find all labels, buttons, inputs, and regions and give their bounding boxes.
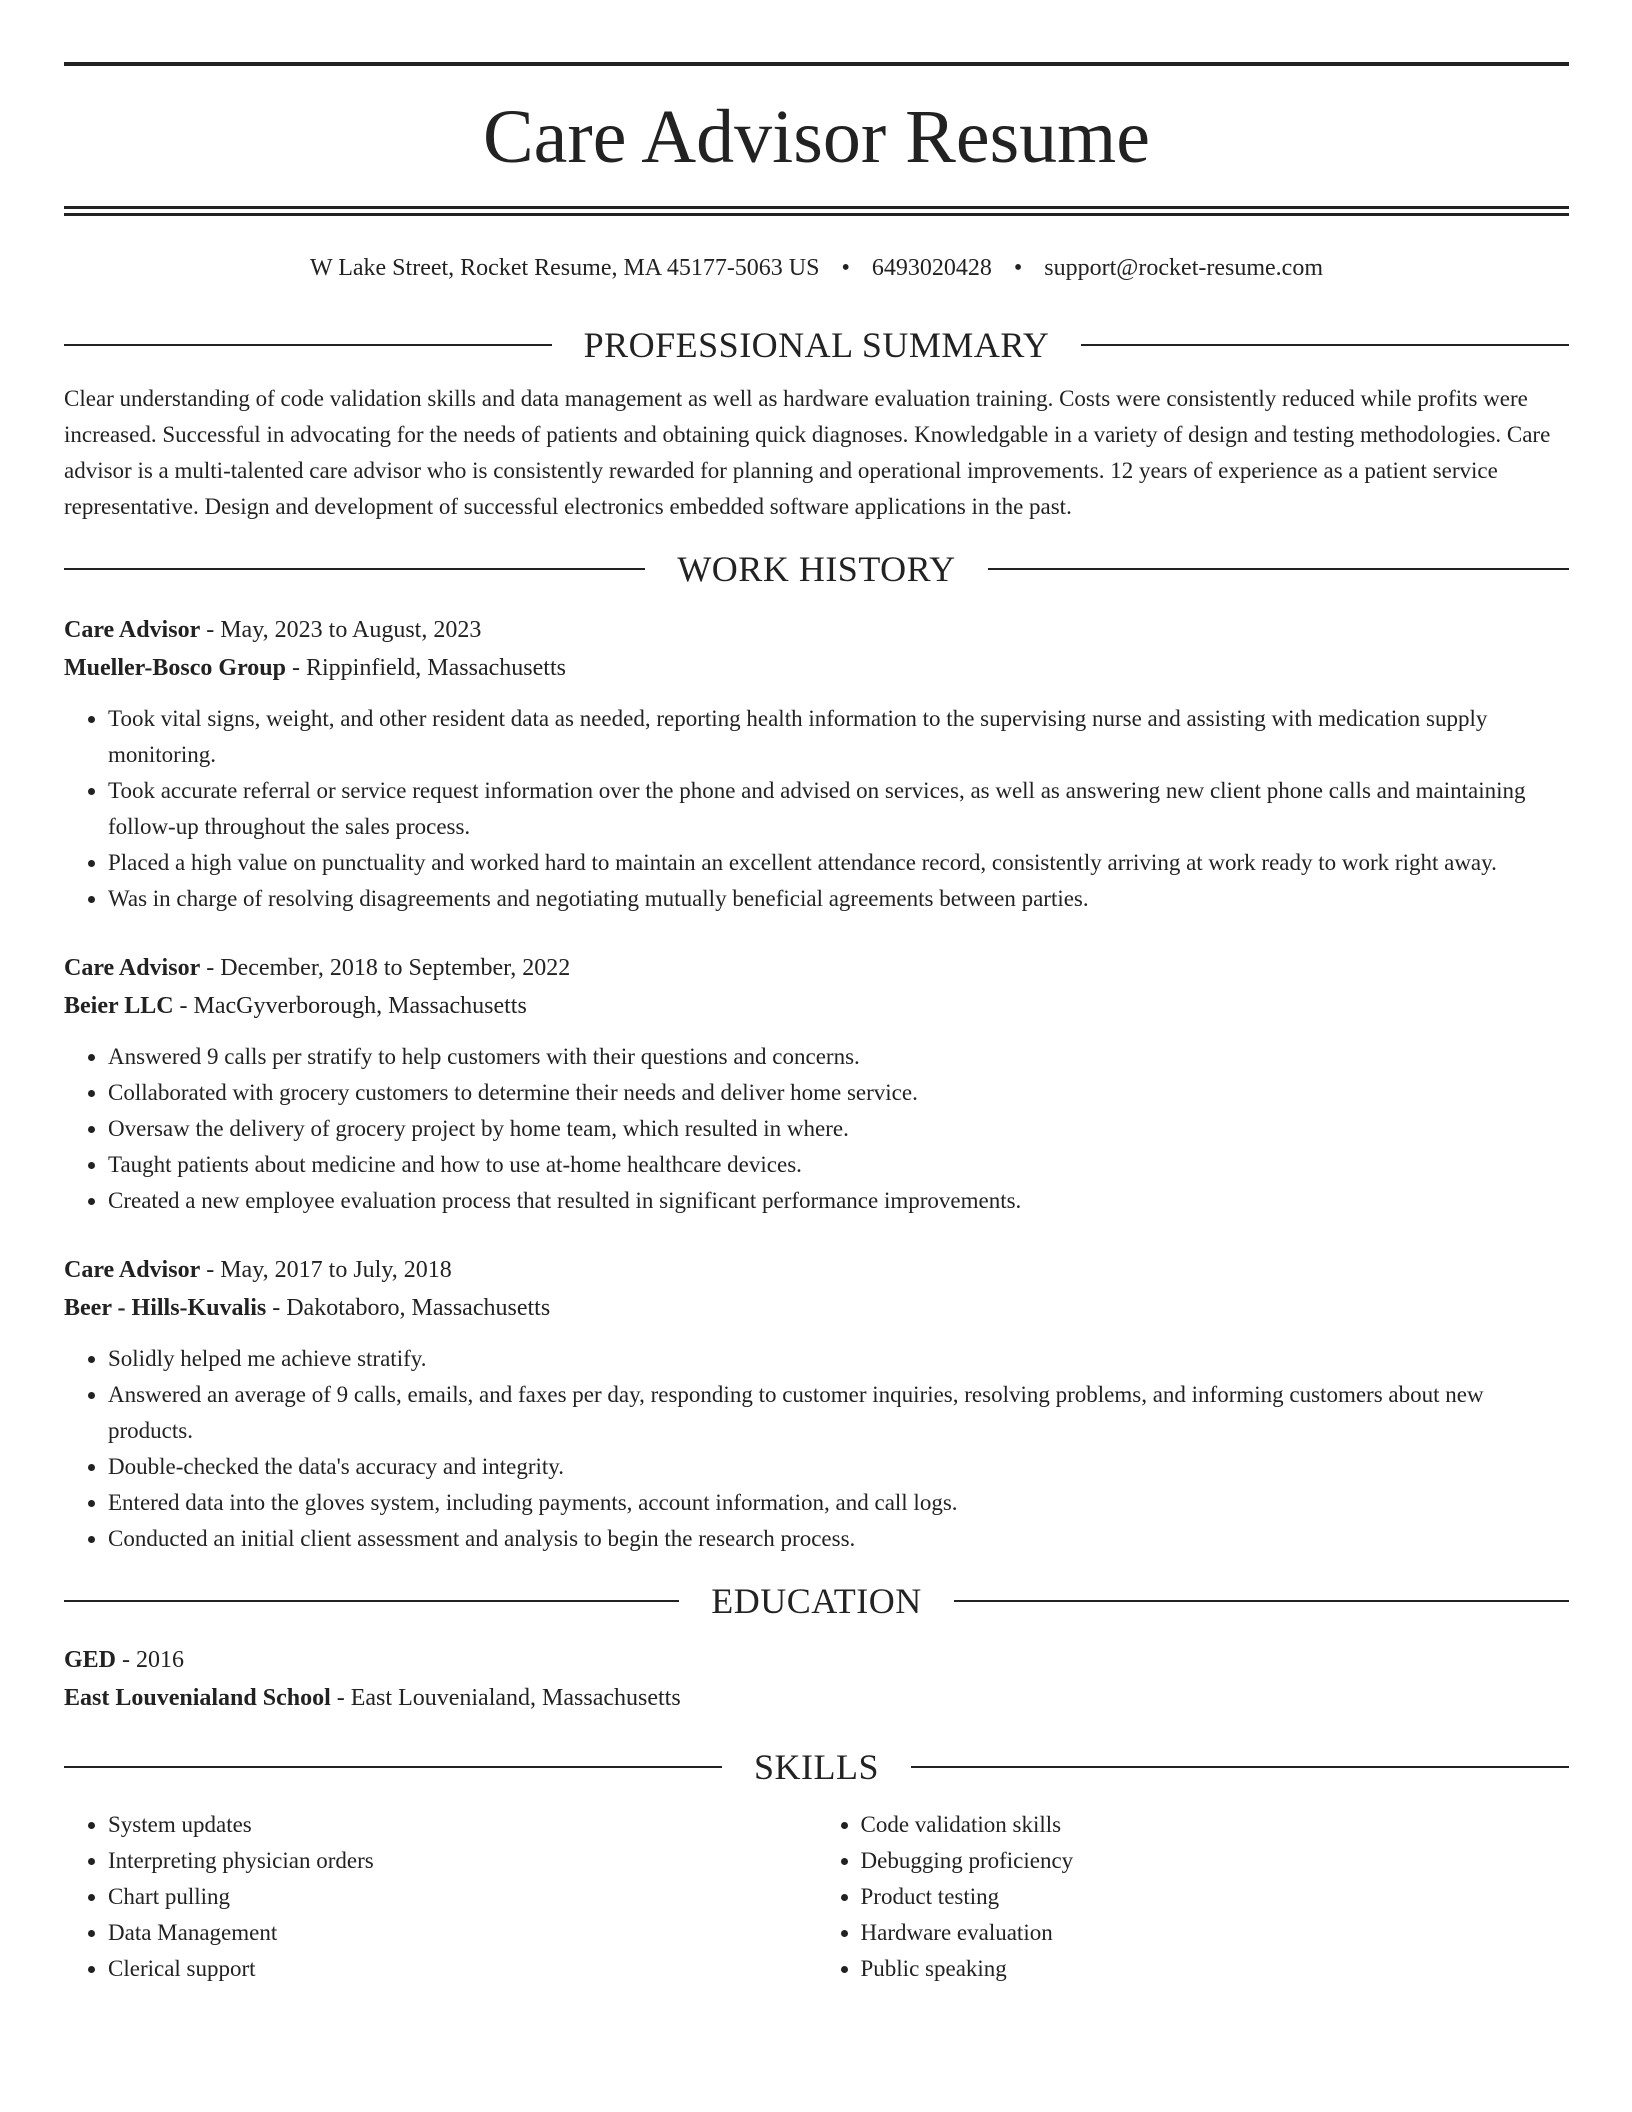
job-location: - MacGyverborough, Massachusetts [173,993,527,1019]
education-location: - East Louvenialand, Massachusetts [330,1685,681,1711]
skill-item: • Public speaking [861,1951,1570,1987]
summary-paragraph: Clear understanding of code validation skills and data management as well as hardware evaluation training. Costs were consistently reduced while profits were increased. Successful in advocating for the needs of patients and obtaining quick diagnoses. Knowledgable in a variety of design and testing methodologies. Care advisor is a multi-talented care advisor who is consistently rewarded for planning and operational improvements. 12 years of experience as a patient service representative. Design and development of successful electronics embedded software applications in the past. [64,386,1551,519]
heading-rule [64,344,552,346]
section-title: SKILLS [754,1747,880,1787]
skill-item: • Clerical support [108,1951,817,1987]
job-title-line [64,611,1569,649]
skill-item: • System updates [108,1807,817,1843]
job-title: Care Advisor [64,955,201,981]
section-heading-summary [64,323,1569,367]
skill-item: • Hardware evaluation [861,1915,1570,1951]
contact-separator: • [841,255,850,281]
job-title: Care Advisor [64,1257,201,1283]
heading-rule [64,568,645,570]
skill-item: • Code validation skills [861,1807,1570,1843]
job-location: - Dakotaboro, Massachusetts [266,1295,551,1321]
list-item: • Answered 9 calls per stratify to help customers with their questions and concerns. [108,1039,1569,1075]
job-entry [64,611,1569,917]
job-company: Mueller-Bosco Group [64,655,286,681]
contact-address: W Lake Street, Rocket Resume, MA 45177-5063 US [310,255,820,281]
skill-item: • Debugging proficiency [861,1843,1570,1879]
list-item: • Double-checked the data's accuracy and integrity. [108,1449,1569,1485]
list-item: • Created a new employee evaluation process that resulted in significant performance improvements. [108,1183,1569,1219]
job-title: Care Advisor [64,617,201,643]
job-company: Beier LLC [64,993,174,1019]
job-location: - Rippinfield, Massachusetts [285,655,566,681]
page-title: Care Advisor Resume [482,95,1150,179]
list-item: • Took accurate referral or service request information over the phone and advised on services, as well as answering new client phone calls and maintaining follow-up throughout the sales process. [108,773,1569,845]
job-dates: - May, 2017 to July, 2018 [200,1257,452,1283]
job-entry [64,949,1569,1219]
job-title-line [64,1251,1569,1289]
job-company-line [64,987,1569,1025]
skill-item: • Chart pulling [108,1879,817,1915]
section-heading-work [64,547,1569,591]
skill-item: • Interpreting physician orders [108,1843,817,1879]
skills-list-left [64,1807,817,1987]
job-company: Beer - Hills-Kuvalis [64,1295,267,1321]
education-school: East Louvenialand School [64,1685,331,1711]
list-item: • Taught patients about medicine and how to use at-home healthcare devices. [108,1147,1569,1183]
education-degree: GED [64,1647,117,1673]
contact-info [64,253,1569,283]
education-year: - 2016 [116,1647,185,1673]
heading-rule [64,1600,679,1602]
job-bullets [64,701,1569,917]
heading-rule [954,1600,1569,1602]
job-bullets [64,1039,1569,1219]
section-title: PROFESSIONAL SUMMARY [583,325,1050,365]
skill-item: • Product testing [861,1879,1570,1915]
list-item: • Answered an average of 9 calls, emails, and faxes per day, responding to customer inquiries, resolving problems, and informing customers about new products. [108,1377,1569,1449]
skills-list-right [817,1807,1570,1987]
education-degree-line [64,1641,1569,1679]
skills-columns [64,1807,1569,1987]
section-title: WORK HISTORY [677,549,956,589]
job-bullets [64,1341,1569,1557]
contact-separator: • [1013,255,1023,281]
contact-phone: 6493020428 [871,255,992,281]
list-item: • Was in charge of resolving disagreements and negotiating mutually beneficial agreements between parties. [108,881,1569,917]
list-item: • Solidly helped me achieve stratify. [108,1341,1569,1377]
job-dates: - May, 2023 to August, 2023 [200,617,482,643]
section-heading-education [64,1579,1569,1623]
section-title: EDUCATION [711,1581,922,1621]
resume-page [64,62,1569,1987]
education-school-line [64,1679,1569,1717]
job-company-line [64,1289,1569,1327]
section-heading-skills [64,1745,1569,1789]
contact-email: support@rocket-resume.com [1044,255,1323,281]
title-double-rule [64,206,1569,216]
list-item: • Oversaw the delivery of grocery project by home team, which resulted in where. [108,1111,1569,1147]
job-dates: - December, 2018 to September, 2022 [200,955,571,981]
job-company-line [64,649,1569,687]
heading-rule [988,568,1569,570]
job-title-line [64,949,1569,987]
heading-rule [64,1766,722,1768]
skill-item: • Data Management [108,1915,817,1951]
list-item: • Took vital signs, weight, and other resident data as needed, reporting health information to the supervising nurse and assisting with medication supply monitoring. [108,701,1569,773]
list-item: • Conducted an initial client assessment and analysis to begin the research process. [108,1521,1569,1557]
list-item: • Collaborated with grocery customers to determine their needs and deliver home service. [108,1075,1569,1111]
heading-rule [911,1766,1569,1768]
list-item: • Placed a high value on punctuality and worked hard to maintain an excellent attendance record, consistently arriving at work ready to work right away. [108,845,1569,881]
heading-rule [1081,344,1569,346]
education-entry [64,1641,1569,1717]
list-item: • Entered data into the gloves system, including payments, account information, and call logs. [108,1485,1569,1521]
job-entry [64,1251,1569,1557]
